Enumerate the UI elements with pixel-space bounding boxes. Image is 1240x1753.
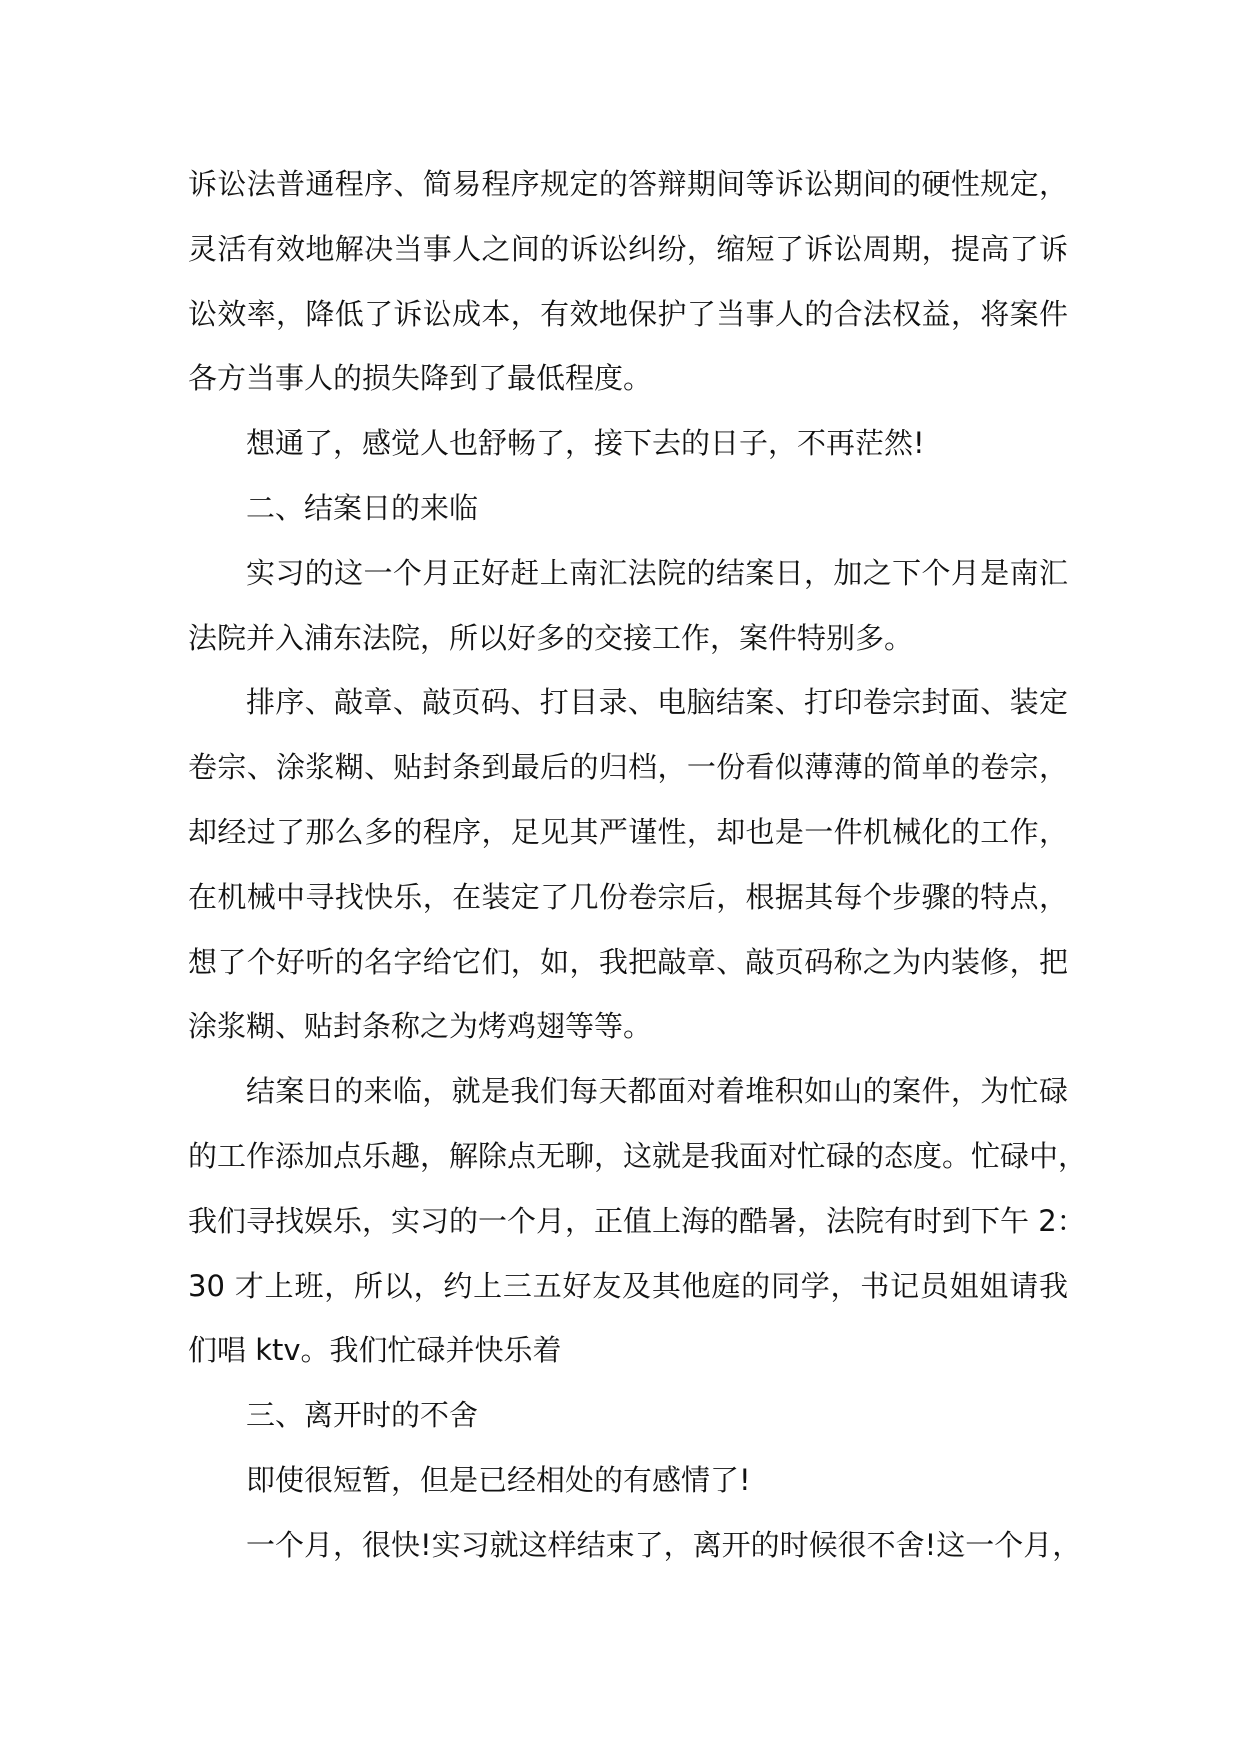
text-line: 即使很短暂，但是已经相处的有感情了! [246,1462,751,1497]
text-line: 一个月，很快!实习就这样结束了，离开的时候很不舍!这一个月， [246,1527,1082,1562]
text-line: 各方当事人的损失降到了最低程度。 [188,361,653,396]
text-line: 灵活有效地解决当事人之间的诉讼纠纷，缩短了诉讼周期，提高了诉 [188,231,1068,266]
text-line: 们唱 ktv。我们忙碌并快乐着 [188,1333,562,1368]
text-line: 排序、敲章、敲页码、打目录、电脑结案、打印卷宗封面、装定 [246,685,1068,720]
text-line: 30 才上班，所以，约上三五好友及其他庭的同学，书记员姐姐请我 [188,1268,1068,1303]
text-line: 却经过了那么多的程序，足见其严谨性，却也是一件机械化的工作， [188,814,1068,849]
text-line: 的工作添加点乐趣，解除点无聊，这就是我面对忙碌的态度。忙碌中， [188,1138,1088,1173]
text-line: 想通了，感觉人也舒畅了，接下去的日子，不再茫然! [246,426,925,461]
text-line: 讼效率，降低了诉讼成本，有效地保护了当事人的合法权益，将案件 [188,296,1068,331]
text-line: 在机械中寻找快乐，在装定了几份卷宗后，根据其每个步骤的特点， [188,879,1068,914]
text-line: 诉讼法普通程序、简易程序规定的答辩期间等诉讼期间的硬性规定， [188,167,1068,201]
text-line: 结案日的来临，就是我们每天都面对着堆积如山的案件，为忙碌 [246,1074,1068,1109]
section-heading: 三、离开时的不舍 [246,1398,479,1433]
text-line: 卷宗、涂浆糊、贴封条到最后的归档，一份看似薄薄的简单的卷宗， [188,750,1068,785]
section-heading: 二、结案日的来临 [246,490,479,525]
text-line: 实习的这一个月正好赶上南汇法院的结案日，加之下个月是南汇 [246,555,1068,590]
text-line: 法院并入浦东法院，所以好多的交接工作，案件特别多。 [188,620,914,655]
text-line: 涂浆糊、贴封条称之为烤鸡翅等等。 [188,1009,653,1044]
text-line: 我们寻找娱乐，实习的一个月，正值上海的酷暑，法院有时到下午 2： [188,1203,1086,1238]
document-body [188,152,1088,1578]
text-line: 想了个好听的名字给它们，如，我把敲章、敲页码称之为内装修，把 [188,944,1068,979]
